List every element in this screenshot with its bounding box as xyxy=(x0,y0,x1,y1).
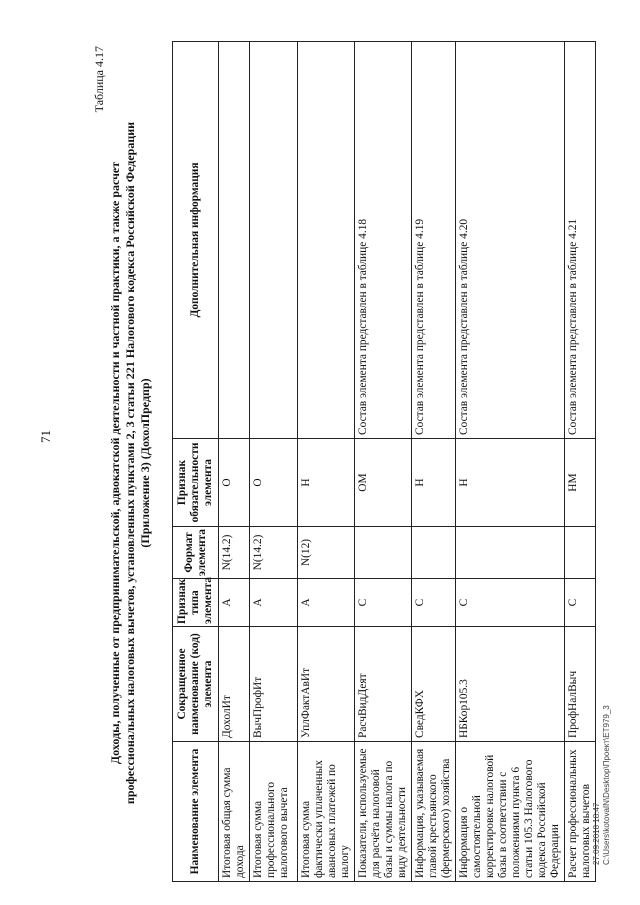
cell-name: Расчет профессиональных налоговых вычетов xyxy=(565,742,596,882)
title-line: (Приложение 3) (ДохолПредпр) xyxy=(138,378,152,548)
page-number: 71 xyxy=(38,430,53,443)
cell-name: Информация о самостоятельной корректировке налоговой базы в соответствии с положениями пункта 6 статьи 105.3 Налогового кодекса Российской Федерации xyxy=(456,742,565,882)
column-header: Признак типа элемента xyxy=(173,579,219,627)
table-row xyxy=(355,42,412,882)
cell-format xyxy=(355,527,412,579)
cell-required: Н xyxy=(298,439,355,527)
cell-info: Состав элемента представлен в таблице 4.19 xyxy=(412,42,456,439)
cell-required: Н xyxy=(412,439,456,527)
cell-format xyxy=(456,527,565,579)
table-row xyxy=(456,42,565,882)
cell-format: N(14.2) xyxy=(250,527,298,579)
table-row xyxy=(298,42,355,882)
cell-format xyxy=(565,527,596,579)
cell-type: А xyxy=(250,579,298,627)
table-header-row xyxy=(173,42,219,882)
cell-required: Н xyxy=(456,439,565,527)
column-header: Признак обязательности элемента xyxy=(173,439,219,527)
cell-format xyxy=(412,527,456,579)
stamp-line: 27.09.2018 18:47 xyxy=(592,802,601,865)
cell-info xyxy=(219,42,250,439)
column-header: Наименование элемента xyxy=(173,742,219,882)
cell-name: Итоговая общая сумма дохода xyxy=(219,742,250,882)
title-line: профессиональных налоговых вычетов, установленных пунктами 2, 3 статьи 221 Налогового кодекса Российской Федерации xyxy=(123,121,137,805)
column-header: Сокращенное наименование (код) элемента xyxy=(173,627,219,742)
cell-type: С xyxy=(565,579,596,627)
cell-name: Показатели, используемые для расчёта налоговой базы и суммы налога по виду деятельности xyxy=(355,742,412,882)
cell-code: РасчВидДеят xyxy=(355,627,412,742)
cell-info: Состав элемента представлен в таблице 4.21 xyxy=(565,42,596,439)
column-header: Формат элемента xyxy=(173,527,219,579)
column-header: Дополнительная информация xyxy=(173,42,219,439)
cell-type: А xyxy=(219,579,250,627)
cell-format: N(12) xyxy=(298,527,355,579)
table-row xyxy=(412,42,456,882)
cell-info: Состав элемента представлен в таблице 4.18 xyxy=(355,42,412,439)
table-number: Таблица 4.17 xyxy=(92,46,106,113)
cell-type: С xyxy=(412,579,456,627)
table-row xyxy=(219,42,250,882)
cell-code: НБКор105.3 xyxy=(456,627,565,742)
cell-required: НМ xyxy=(565,439,596,527)
cell-type: А xyxy=(298,579,355,627)
cell-code: СведКФХ xyxy=(412,627,456,742)
cell-code: ПрофНалВыч xyxy=(565,627,596,742)
cell-code: УплФактАвИт xyxy=(298,627,355,742)
cell-code: ВычПрофИт xyxy=(250,627,298,742)
elements-table xyxy=(172,41,596,882)
cell-info: Состав элемента представлен в таблице 4.20 xyxy=(456,42,565,439)
cell-name: Итоговая сумма профессионального налогового вычета xyxy=(250,742,298,882)
cell-code: ДохолИт xyxy=(219,627,250,742)
stamp-line: С:\Users\kotovaIN\Desktop\Проект\ЕТ979_3 xyxy=(602,705,611,865)
table-row xyxy=(565,42,596,882)
cell-info xyxy=(250,42,298,439)
cell-format: N(14.2) xyxy=(219,527,250,579)
table-row xyxy=(250,42,298,882)
rotated-table-sheet xyxy=(92,38,602,888)
cell-required: ОМ xyxy=(355,439,412,527)
cell-required: О xyxy=(250,439,298,527)
file-stamp xyxy=(592,705,612,865)
cell-type: С xyxy=(456,579,565,627)
cell-type: С xyxy=(355,579,412,627)
cell-name: Информация, указываемая главой крестьянского (фермерского) хозяйства xyxy=(412,742,456,882)
title-line: Доходы, полученные от предпринимательской, адвокатской деятельности и частной практики, а также расчет xyxy=(108,161,122,765)
cell-required: О xyxy=(219,439,250,527)
table-title xyxy=(108,38,153,888)
cell-name: Итоговая сумма фактически уплаченных авансовых платежей по налогу xyxy=(298,742,355,882)
cell-info xyxy=(298,42,355,439)
